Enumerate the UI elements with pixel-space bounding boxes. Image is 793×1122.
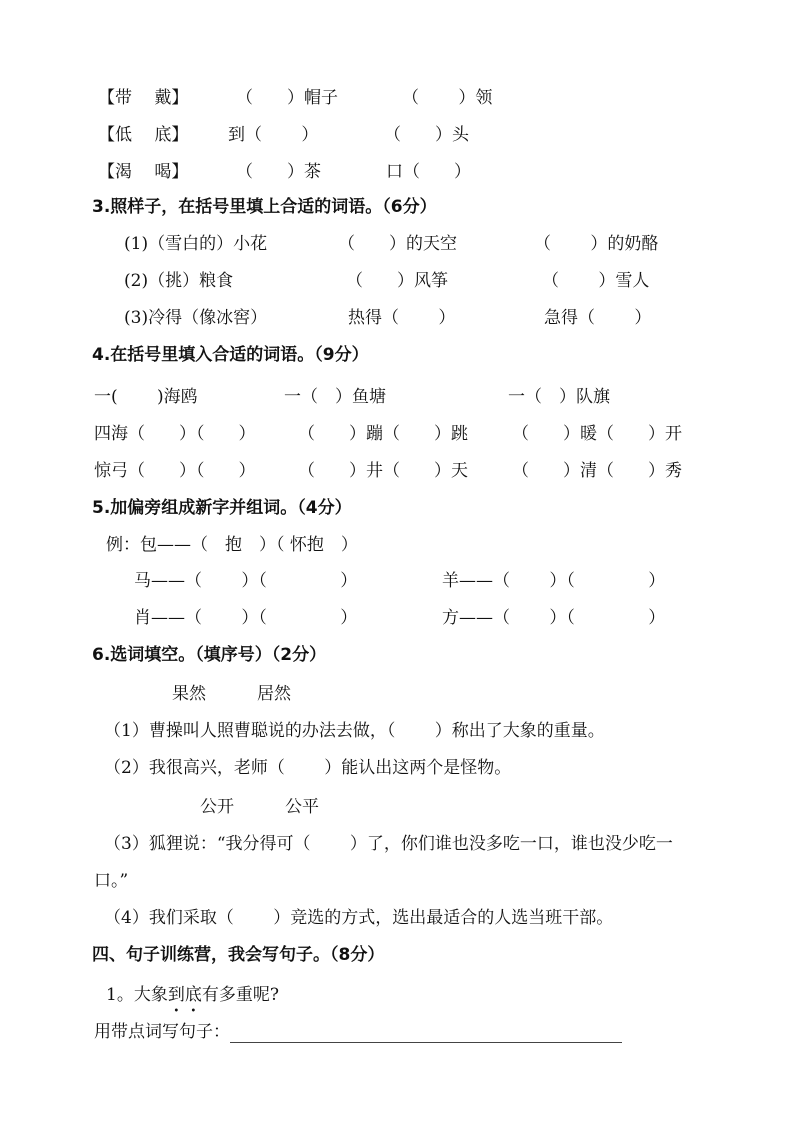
pair-chars: 【带 戴】 <box>98 88 189 108</box>
q3-blank[interactable]: 急得（ ） <box>544 308 652 328</box>
question-5-heading: 5.加偏旁组成新字并组词。（4分） <box>92 498 352 518</box>
pair-blank[interactable]: （ ）帽子 <box>236 88 338 108</box>
q4-item[interactable]: 一（ ）鱼塘 <box>284 387 386 407</box>
dotted-word: 底 <box>184 985 202 1005</box>
q5-item[interactable]: 马——（ ）（ ） <box>134 571 358 591</box>
pair-blank[interactable]: （ ）头 <box>384 125 469 145</box>
question-6-heading: 6.选词填空。（填序号）（2分） <box>92 645 327 665</box>
q3-blank[interactable]: （ ）的奶酪 <box>534 234 659 254</box>
pair-chars: 【低 底】 <box>98 125 189 145</box>
q4-item[interactable]: （ ）暖（ ）开 <box>512 424 682 444</box>
q4-item[interactable]: 四海（ ）（ ） <box>94 424 256 444</box>
q3-blank[interactable]: 热得（ ） <box>348 308 456 328</box>
pair-blank[interactable]: （ ）茶 <box>236 162 321 182</box>
sentence-prefix: 1。大象 <box>106 985 168 1005</box>
q4-item[interactable]: 一( )海鸥 <box>94 387 198 407</box>
pair-chars: 【渴 喝】 <box>98 162 189 182</box>
word-choices-1: 果然 居然 <box>172 684 291 704</box>
q5-item[interactable]: 方——（ ）（ ） <box>442 608 666 628</box>
pair-blank[interactable]: （ ）领 <box>402 88 493 108</box>
question-3-heading: 3.照样子，在括号里填上合适的词语。（6分） <box>92 197 437 217</box>
q3-blank[interactable]: （ ）雪人 <box>542 271 650 291</box>
q6-sentence-1[interactable]: （1）曹操叫人照曹聪说的办法去做，（ ）称出了大象的重量。 <box>104 721 605 741</box>
q3-item: (2)（挑）粮食 <box>124 271 234 291</box>
pair-blank[interactable]: 口（ ） <box>386 162 471 182</box>
write-sentence-row <box>94 1021 622 1043</box>
q3-item: (3)冷得（像冰窖） <box>124 308 268 328</box>
q4-item[interactable]: （ ）井（ ）天 <box>298 461 468 481</box>
q3-blank[interactable]: （ ）的天空 <box>338 234 457 254</box>
pair-row-1 <box>98 87 188 109</box>
question-4-heading: 4.在括号里填入合适的词语。（9分） <box>92 345 369 365</box>
q6-sentence-3[interactable]: （3）狐狸说：“我分得可（ ）了，你们谁也没多吃一口，谁也没少吃一 <box>104 834 673 854</box>
q6-sentence-4[interactable]: （4）我们采取（ ）竞选的方式，选出最适合的人选当班干部。 <box>104 908 614 928</box>
pair-blank[interactable]: 到（ ） <box>228 125 319 145</box>
q6-sentence-3-cont: 口。” <box>94 871 129 891</box>
write-prompt: 用带点词写句子： <box>94 1022 230 1042</box>
q4-item[interactable]: （ ）蹦（ ）跳 <box>298 424 468 444</box>
part4-sentence-1 <box>106 984 279 1006</box>
q5-example: 例：包——（ 抱 ）（ 怀抱 ） <box>106 535 358 555</box>
q5-item[interactable]: 肖——（ ）（ ） <box>134 608 358 628</box>
q4-item[interactable]: 一（ ）队旗 <box>508 387 610 407</box>
q6-sentence-2[interactable]: （2）我很高兴，老师（ ）能认出这两个是怪物。 <box>104 758 512 778</box>
word-choices-2: 公开 公平 <box>200 797 319 817</box>
dotted-word: 到 <box>167 985 185 1005</box>
pair-row-2 <box>98 124 188 146</box>
sentence-suffix: 有多重呢? <box>201 985 279 1005</box>
q3-blank[interactable]: （ ）风筝 <box>346 271 448 291</box>
pair-row-3 <box>98 161 188 183</box>
answer-line[interactable] <box>230 1024 622 1043</box>
q4-item[interactable]: （ ）清（ ）秀 <box>512 461 682 481</box>
q4-item[interactable]: 惊弓（ ）（ ） <box>94 461 256 481</box>
q3-item: (1)（雪白的）小花 <box>124 234 268 254</box>
q5-item[interactable]: 羊——（ ）（ ） <box>442 571 666 591</box>
part-4-heading: 四、句子训练营，我会写句子。（8分） <box>92 945 385 965</box>
